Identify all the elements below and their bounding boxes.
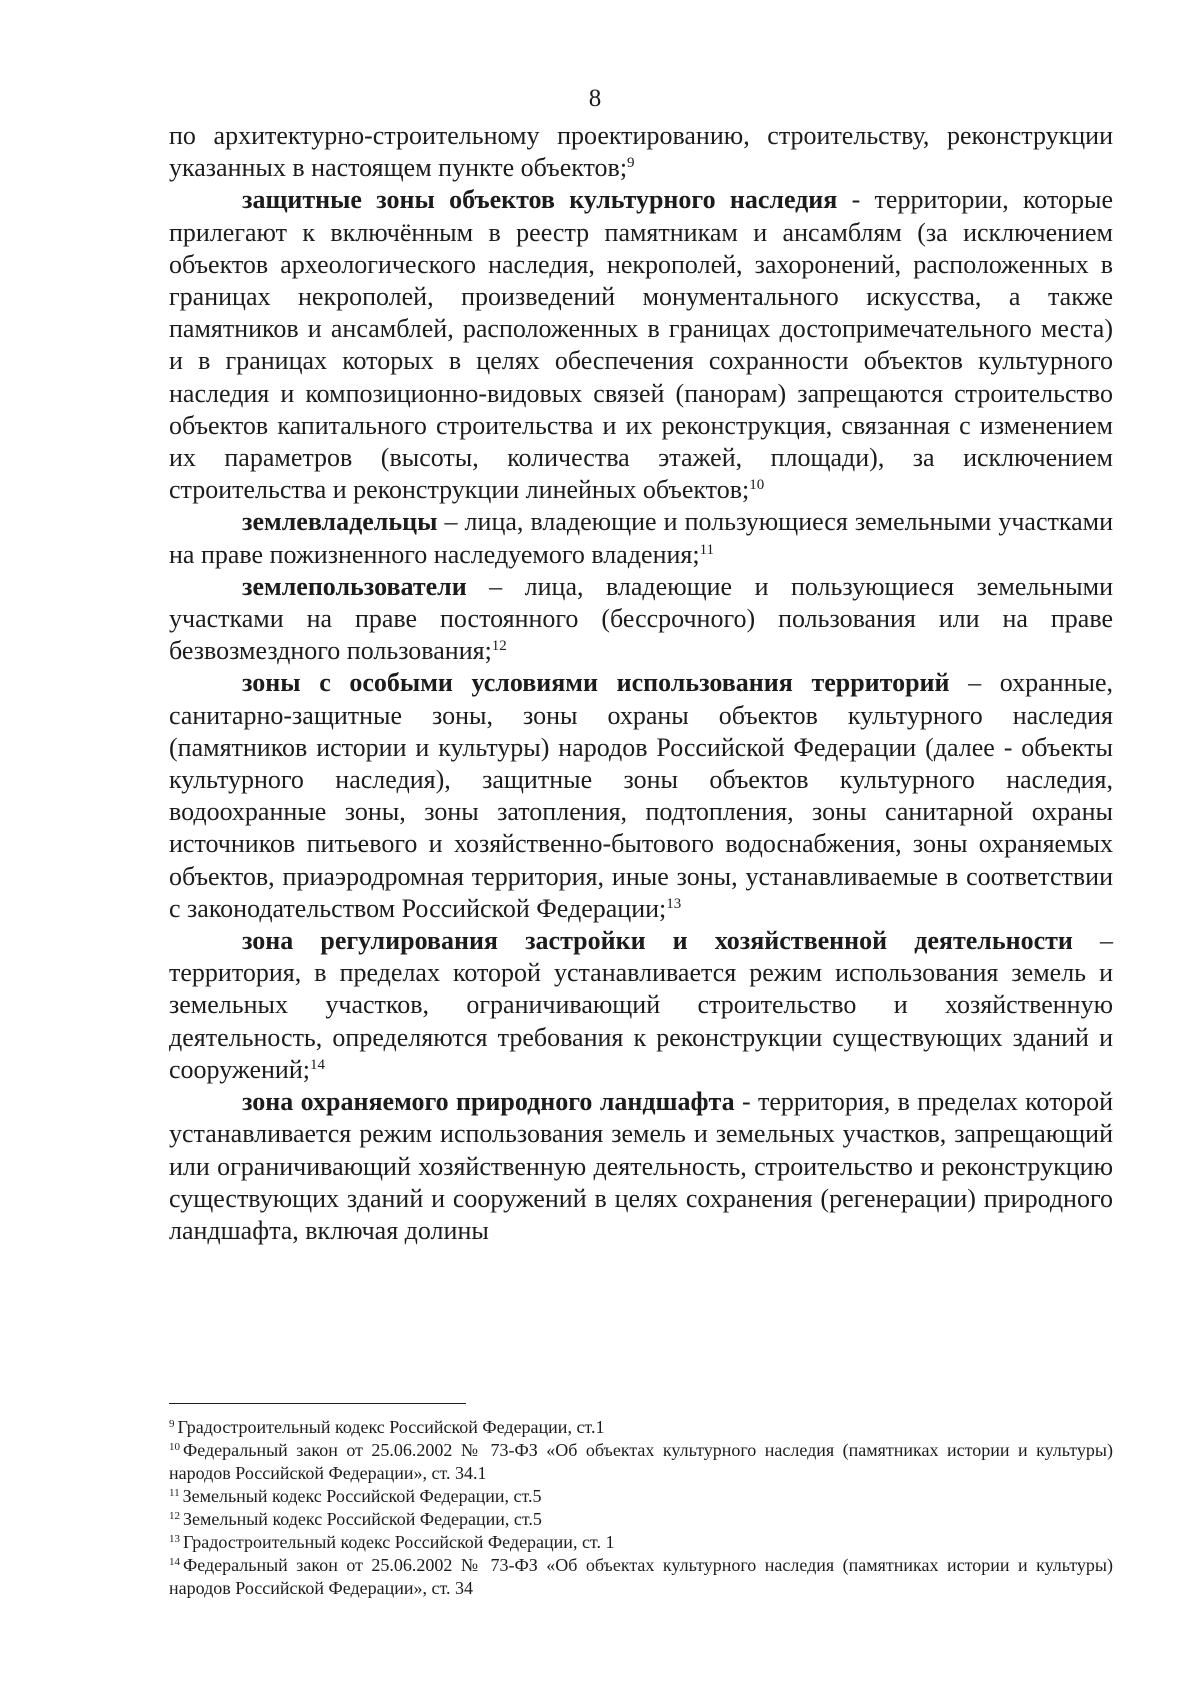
footnote-9: [169, 1416, 1113, 1439]
paragraph-2: [169, 184, 1113, 506]
footnote-text: Федеральный закон от 25.06.2002 № 73-ФЗ «Об объектах культурного наследия (памятниках истории и культуры) народов Российской Федерации», ст. 34: [169, 1555, 1113, 1598]
paragraph-1: [169, 120, 1113, 184]
paragraph-text: – лица, владеющие и пользующиеся земельными участками на праве пожизненного наследуемого владения;: [169, 507, 1113, 569]
defined-term: зона регулирования застройки и хозяйственной деятельности: [242, 926, 1073, 956]
paragraph-3: [169, 506, 1113, 570]
defined-term: землепользователи: [242, 571, 467, 601]
footnote-number: 14: [169, 1556, 180, 1568]
footnote-ref[interactable]: 13: [666, 895, 682, 912]
paragraph-text: – лица, владеющие и пользующиеся земельными участками на праве постоянного (бессрочного) пользования или на праве безвозмездного пользования;: [169, 571, 1113, 666]
body-text: [169, 120, 1113, 1247]
footnote-14: [169, 1554, 1113, 1600]
paragraph-5: [169, 667, 1113, 925]
footnote-12: [169, 1508, 1113, 1531]
footnote-10: [169, 1439, 1113, 1485]
footnote-11: [169, 1485, 1113, 1508]
defined-term: зоны с особыми условиями использования территорий: [242, 668, 950, 698]
footnote-text: Градостроительный кодекс Российской Федерации, ст. 1: [183, 1532, 615, 1552]
paragraph-6: [169, 925, 1113, 1086]
paragraph-text: - территория, в пределах которой устанавливается режим использования земель и земельных участков, запрещающий или ограничивающий хозяйственную деятельность, строительство и реконструкцию существующих зданий и сооружений в целях сохранения (регенерации) природного ландшафта, включая долины: [169, 1087, 1114, 1245]
footnote-number: 10: [169, 1441, 180, 1453]
defined-term: защитные зоны объектов культурного наследия: [242, 185, 838, 215]
footnote-ref[interactable]: 10: [749, 477, 765, 494]
footnote-text: Федеральный закон от 25.06.2002 № 73-ФЗ «Об объектах культурного наследия (памятниках истории и культуры) народов Российской Федерации», ст. 34.1: [169, 1440, 1113, 1483]
paragraph-text: по архитектурно-строительному проектированию, строительству, реконструкции указанных в настоящем пункте объектов;: [169, 121, 1113, 183]
footnotes: [169, 1416, 1113, 1600]
defined-term: зона охраняемого природного ландшафта: [242, 1087, 735, 1117]
footnote-number: 9: [169, 1418, 175, 1430]
footnote-ref[interactable]: 9: [627, 155, 635, 172]
footnote-text: Земельный кодекс Российской Федерации, ст.5: [182, 1486, 542, 1506]
footnote-text: Градостроительный кодекс Российской Федерации, ст.1: [177, 1417, 605, 1437]
footnote-ref[interactable]: 14: [309, 1056, 325, 1073]
footnote-text: Земельный кодекс Российской Федерации, ст.5: [183, 1509, 542, 1529]
footnote-number: 11: [169, 1487, 180, 1499]
footnote-number: 12: [169, 1510, 180, 1522]
footnote-ref[interactable]: 12: [491, 638, 507, 655]
footnote-ref[interactable]: 11: [699, 541, 715, 558]
footnote-number: 13: [169, 1533, 180, 1545]
paragraph-text: - территории, которые прилегают к включённым в реестр памятникам и ансамблям (за исключением объектов археологического наследия, некрополей, захоронений, расположенных в границах некрополей, произведений монументального искусства, а также памятников и ансамблей, расположенных в границах достопримечательного места) и в границах которых в целях обеспечения сохранности объектов культурного наследия и композиционно-видовых связей (панорам) запрещаются строительство объектов капитального строительства и их реконструкция, связанная с изменением их параметров (высоты, количества этажей, площади), за исключением строительства и реконструкции линейных объектов;: [169, 185, 1113, 505]
footnote-separator: [169, 1403, 466, 1404]
page-number: 8: [588, 85, 602, 112]
paragraph-4: [169, 571, 1113, 668]
paragraph-7: [169, 1086, 1113, 1247]
defined-term: землевладельцы: [242, 507, 438, 537]
footnote-13: [169, 1531, 1113, 1554]
paragraph-text: – территория, в пределах которой устанавливается режим использования земель и земельных участков, ограничивающий строительство и хозяйственную деятельность, определяются требования к реконструкции существующих зданий и сооружений;: [169, 926, 1113, 1084]
paragraph-text: – охранные, санитарно-защитные зоны, зоны охраны объектов культурного наследия (памятников истории и культуры) народов Российской Федерации (далее - объекты культурного наследия), защитные зоны объектов культурного наследия, водоохранные зоны, зоны затопления, подтопления, зоны санитарной охраны источников питьевого и хозяйственно-бытового водоснабжения, зоны охраняемых объектов, приаэродромная территория, иные зоны, устанавливаемые в соответствии с законодательством Российской Федерации;: [169, 668, 1113, 923]
